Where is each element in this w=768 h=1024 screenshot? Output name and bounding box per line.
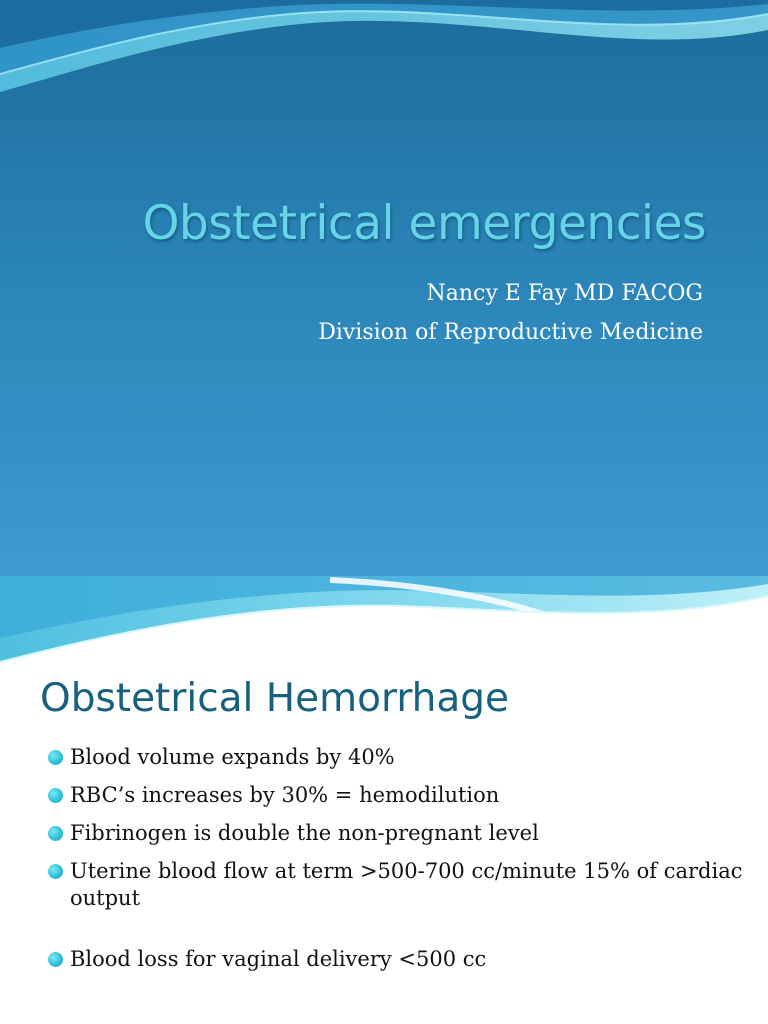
bullet-dot-icon bbox=[48, 826, 63, 841]
bullet-item bbox=[48, 858, 748, 912]
bullet-dot-icon bbox=[48, 750, 63, 765]
slide-heading: Obstetrical Hemorrhage bbox=[40, 676, 510, 721]
presenter-name: Nancy E Fay MD FACOG bbox=[426, 281, 703, 306]
bullet-text: Blood loss for vaginal delivery <500 cc bbox=[70, 947, 487, 971]
bullet-item bbox=[48, 782, 748, 809]
presenter-division: Division of Reproductive Medicine bbox=[318, 320, 703, 345]
bullet-item bbox=[48, 744, 748, 771]
content-slide bbox=[0, 576, 768, 1024]
bullet-text: Fibrinogen is double the non-pregnant level bbox=[70, 821, 539, 845]
wave-decoration bbox=[0, 576, 768, 666]
bullet-text: RBC’s increases by 30% = hemodilution bbox=[70, 783, 500, 807]
bullet-text: Uterine blood flow at term >500-700 cc/minute 15% of cardiac output bbox=[70, 859, 743, 910]
bullet-dot-icon bbox=[48, 788, 63, 803]
bullet-dot-icon bbox=[48, 952, 63, 967]
slide-title: Obstetrical emergencies bbox=[142, 196, 706, 251]
bullet-item bbox=[48, 820, 748, 847]
bullet-item bbox=[48, 946, 748, 973]
bullet-text: Blood volume expands by 40% bbox=[70, 745, 395, 769]
bullet-list bbox=[48, 744, 748, 984]
wave-decoration bbox=[0, 0, 768, 100]
bullet-dot-icon bbox=[48, 864, 63, 879]
